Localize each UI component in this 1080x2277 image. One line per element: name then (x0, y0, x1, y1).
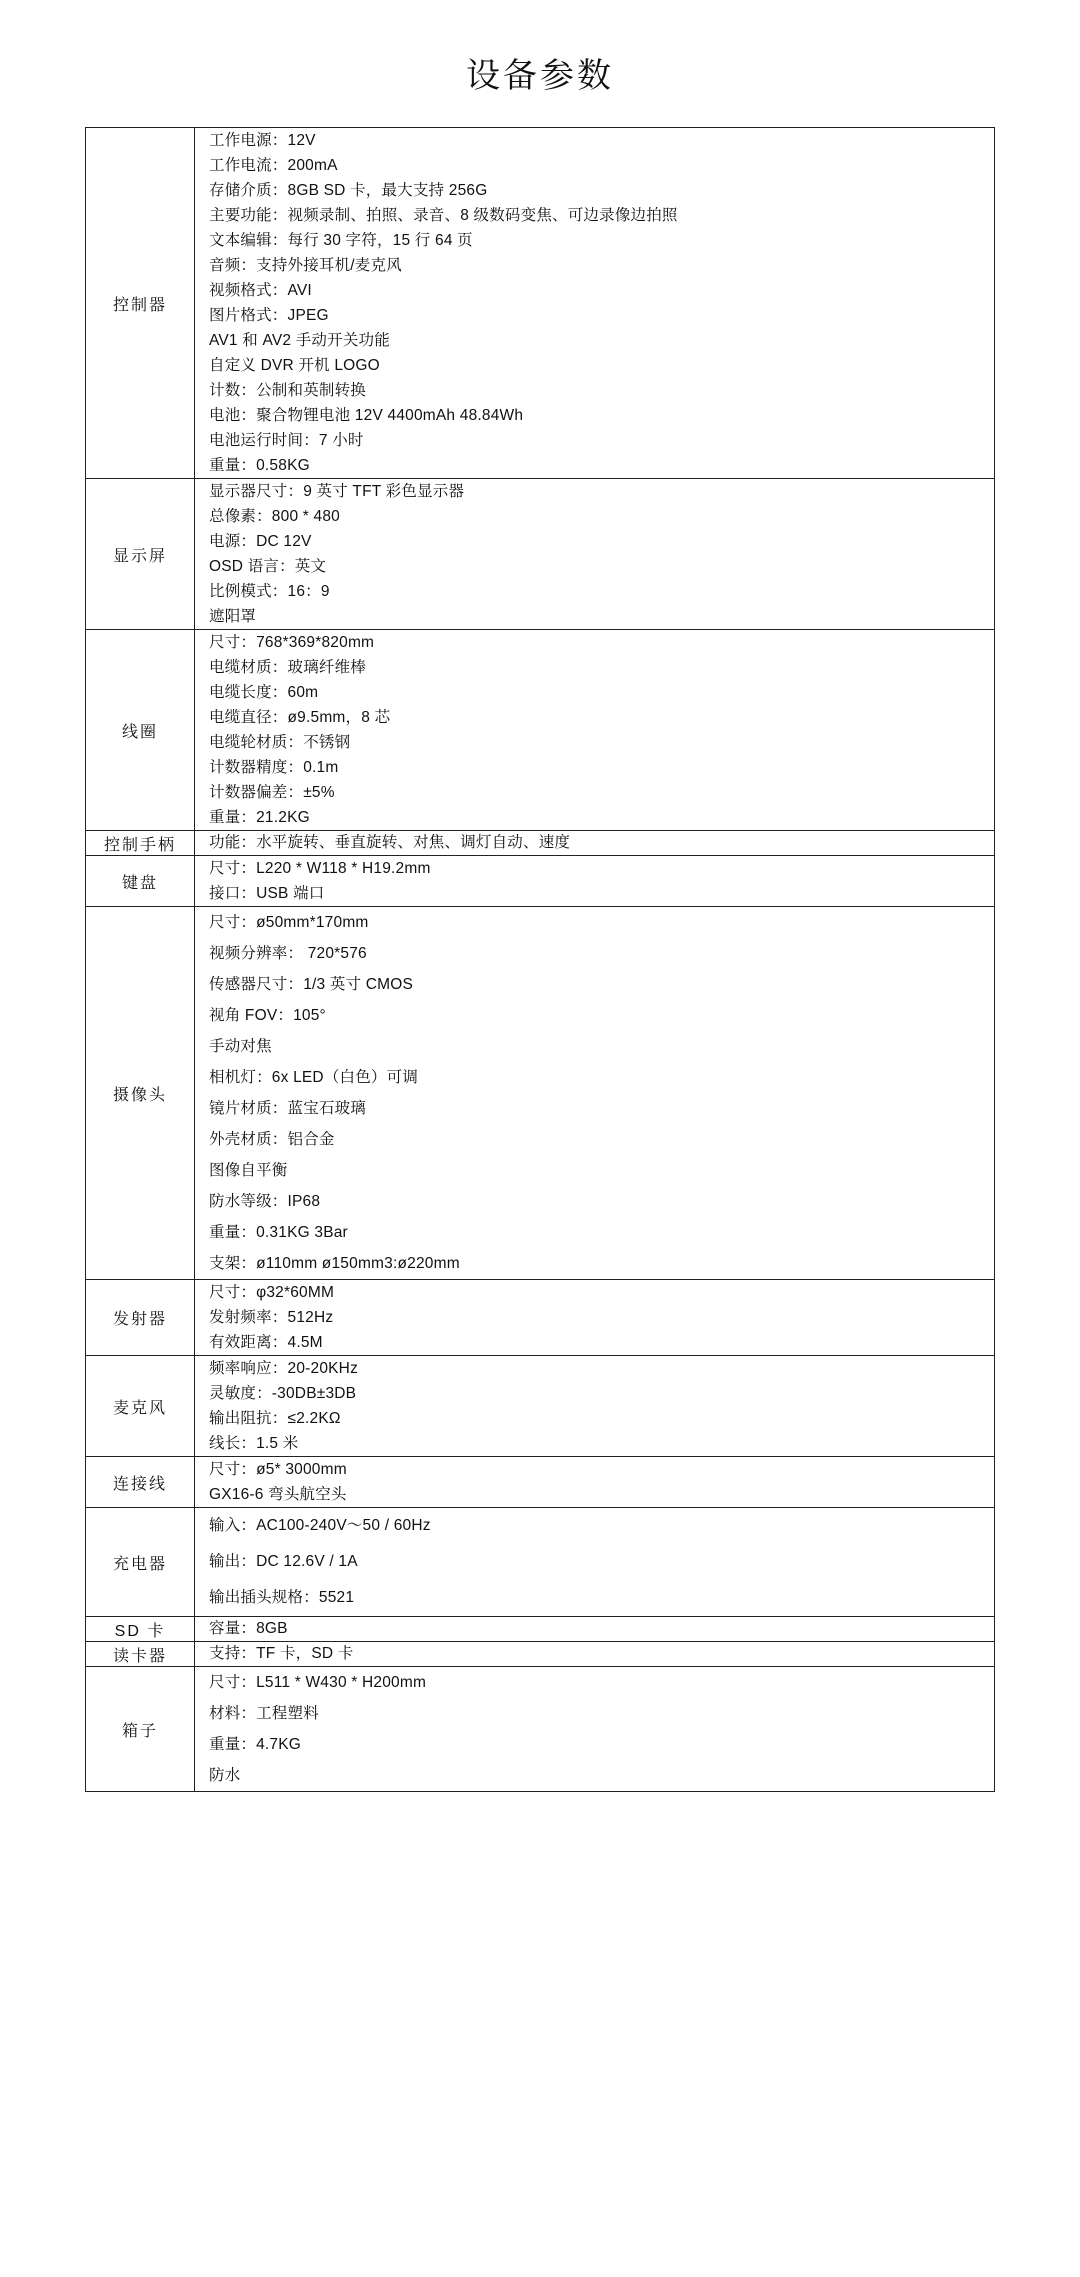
spec-table-wrapper (0, 127, 1080, 1832)
list-item: 电缆轮材质：不锈钢 (209, 734, 351, 751)
table-row (86, 1642, 995, 1667)
row-values (195, 1617, 995, 1642)
list-item: 视频格式：AVI (209, 282, 312, 299)
list-item: 工作电源：12V (209, 132, 316, 149)
row-values (195, 907, 995, 1280)
table-row (86, 128, 995, 479)
value-list (195, 128, 994, 478)
list-item: 主要功能：视频录制、拍照、录音、8 级数码变焦、可边录像边拍照 (209, 207, 678, 224)
table-row (86, 630, 995, 831)
table-row (86, 479, 995, 630)
list-item: 输入：AC100-240V〜50 / 60Hz (209, 1517, 431, 1534)
row-values (195, 479, 995, 630)
list-item: 重量：21.2KG (209, 809, 310, 826)
value-list (195, 1642, 994, 1666)
value-list (195, 1280, 994, 1355)
list-item: 防水 (209, 1767, 241, 1784)
list-item: 尺寸：L511 * W430 * H200mm (209, 1674, 427, 1691)
list-item: 计数器精度：0.1m (209, 759, 339, 776)
list-item: 传感器尺寸：1/3 英寸 CMOS (209, 976, 414, 993)
value-list (195, 1457, 994, 1507)
list-item: 计数器偏差：±5% (209, 784, 335, 801)
value-list (195, 1356, 994, 1456)
list-item: GX16-6 弯头航空头 (209, 1486, 347, 1503)
row-values (195, 630, 995, 831)
list-item: 相机灯：6x LED（白色）可调 (209, 1069, 419, 1086)
specifications-table (85, 127, 995, 1792)
list-item: 手动对焦 (209, 1038, 272, 1055)
list-item: 自定义 DVR 开机 LOGO (209, 357, 380, 374)
row-values (195, 831, 995, 856)
table-row (86, 1508, 995, 1617)
list-item: 尺寸：768*369*820mm (209, 634, 375, 651)
value-list (195, 1508, 994, 1616)
list-item: 尺寸：L220 * W118 * H19.2mm (209, 860, 431, 877)
value-list (195, 1617, 994, 1641)
row-category: 充电器 (86, 1508, 195, 1617)
row-category: SD 卡 (86, 1617, 195, 1642)
list-item: 电池运行时间：7 小时 (209, 432, 364, 449)
list-item: 比例模式：16：9 (209, 583, 330, 600)
list-item: 输出阻抗：≤2.2KΩ (209, 1410, 341, 1427)
row-category: 麦克风 (86, 1356, 195, 1457)
row-category: 线圈 (86, 630, 195, 831)
list-item: OSD 语言：英文 (209, 558, 327, 575)
list-item: 尺寸：φ32*60MM (209, 1284, 335, 1301)
list-item: 灵敏度：-30DB±3DB (209, 1385, 357, 1402)
row-category: 读卡器 (86, 1642, 195, 1667)
row-values (195, 1642, 995, 1667)
list-item: 遮阳罩 (209, 608, 257, 625)
list-item: 容量：8GB (209, 1620, 288, 1637)
list-item: 支持：TF 卡，SD 卡 (209, 1645, 354, 1662)
list-item: 输出：DC 12.6V / 1A (209, 1553, 358, 1570)
list-item: 频率响应：20-20KHz (209, 1360, 359, 1377)
list-item: 接口：USB 端口 (209, 885, 325, 902)
value-list (195, 831, 994, 855)
list-item: 显示器尺寸：9 英寸 TFT 彩色显示器 (209, 483, 465, 500)
list-item: 线长：1.5 米 (209, 1435, 299, 1452)
list-item: 支架：ø110mm ø150mm3:ø220mm (209, 1255, 460, 1272)
table-row (86, 1617, 995, 1642)
row-category: 发射器 (86, 1280, 195, 1356)
list-item: 视角 FOV：105° (209, 1007, 326, 1024)
row-values (195, 1508, 995, 1617)
list-item: 电源：DC 12V (209, 533, 312, 550)
value-list (195, 907, 994, 1279)
list-item: 工作电流：200mA (209, 157, 338, 174)
list-item: 外壳材质：铝合金 (209, 1131, 335, 1148)
list-item: 视频分辨率： 720*576 (209, 945, 367, 962)
list-item: 防水等级：IP68 (209, 1193, 321, 1210)
row-values (195, 1457, 995, 1508)
table-row (86, 1356, 995, 1457)
list-item: 镜片材质：蓝宝石玻璃 (209, 1100, 367, 1117)
table-row (86, 1667, 995, 1792)
row-values (195, 1356, 995, 1457)
list-item: 电缆长度：60m (209, 684, 319, 701)
list-item: 重量：0.31KG 3Bar (209, 1224, 348, 1241)
value-list (195, 630, 994, 830)
list-item: 音频：支持外接耳机/麦克风 (209, 257, 402, 274)
list-item: 存储介质：8GB SD 卡，最大支持 256G (209, 182, 488, 199)
list-item: 总像素：800 * 480 (209, 508, 340, 525)
row-category: 摄像头 (86, 907, 195, 1280)
value-list (195, 856, 994, 906)
list-item: 输出插头规格：5521 (209, 1589, 355, 1606)
list-item: AV1 和 AV2 手动开关功能 (209, 332, 390, 349)
table-row (86, 831, 995, 856)
value-list (195, 479, 994, 629)
row-category: 显示屏 (86, 479, 195, 630)
list-item: 重量：0.58KG (209, 457, 310, 474)
list-item: 尺寸：ø50mm*170mm (209, 914, 369, 931)
table-row (86, 1457, 995, 1508)
list-item: 发射频率：512Hz (209, 1309, 334, 1326)
row-values (195, 856, 995, 907)
list-item: 电池：聚合物锂电池 12V 4400mAh 48.84Wh (209, 407, 524, 424)
value-list (195, 1667, 994, 1791)
list-item: 图片格式：JPEG (209, 307, 329, 324)
row-category: 连接线 (86, 1457, 195, 1508)
list-item: 材料：工程塑料 (209, 1705, 319, 1722)
list-item: 有效距离：4.5M (209, 1334, 323, 1351)
list-item: 电缆材质：玻璃纤维棒 (209, 659, 367, 676)
table-row (86, 856, 995, 907)
list-item: 文本编辑：每行 30 字符，15 行 64 页 (209, 232, 473, 249)
list-item: 功能：水平旋转、垂直旋转、对焦、调灯自动、速度 (209, 834, 571, 851)
list-item: 尺寸：ø5* 3000mm (209, 1461, 347, 1478)
table-row (86, 907, 995, 1280)
list-item: 计数：公制和英制转换 (209, 382, 367, 399)
table-body (86, 128, 995, 1792)
list-item: 电缆直径：ø9.5mm，8 芯 (209, 709, 391, 726)
row-category: 箱子 (86, 1667, 195, 1792)
row-values (195, 128, 995, 479)
row-category: 控制手柄 (86, 831, 195, 856)
list-item: 图像自平衡 (209, 1162, 288, 1179)
list-item: 重量：4.7KG (209, 1736, 302, 1753)
page-title: 设备参数 (466, 57, 614, 95)
row-values (195, 1280, 995, 1356)
row-category: 控制器 (86, 128, 195, 479)
row-category: 键盘 (86, 856, 195, 907)
row-values (195, 1667, 995, 1792)
table-row (86, 1280, 995, 1356)
